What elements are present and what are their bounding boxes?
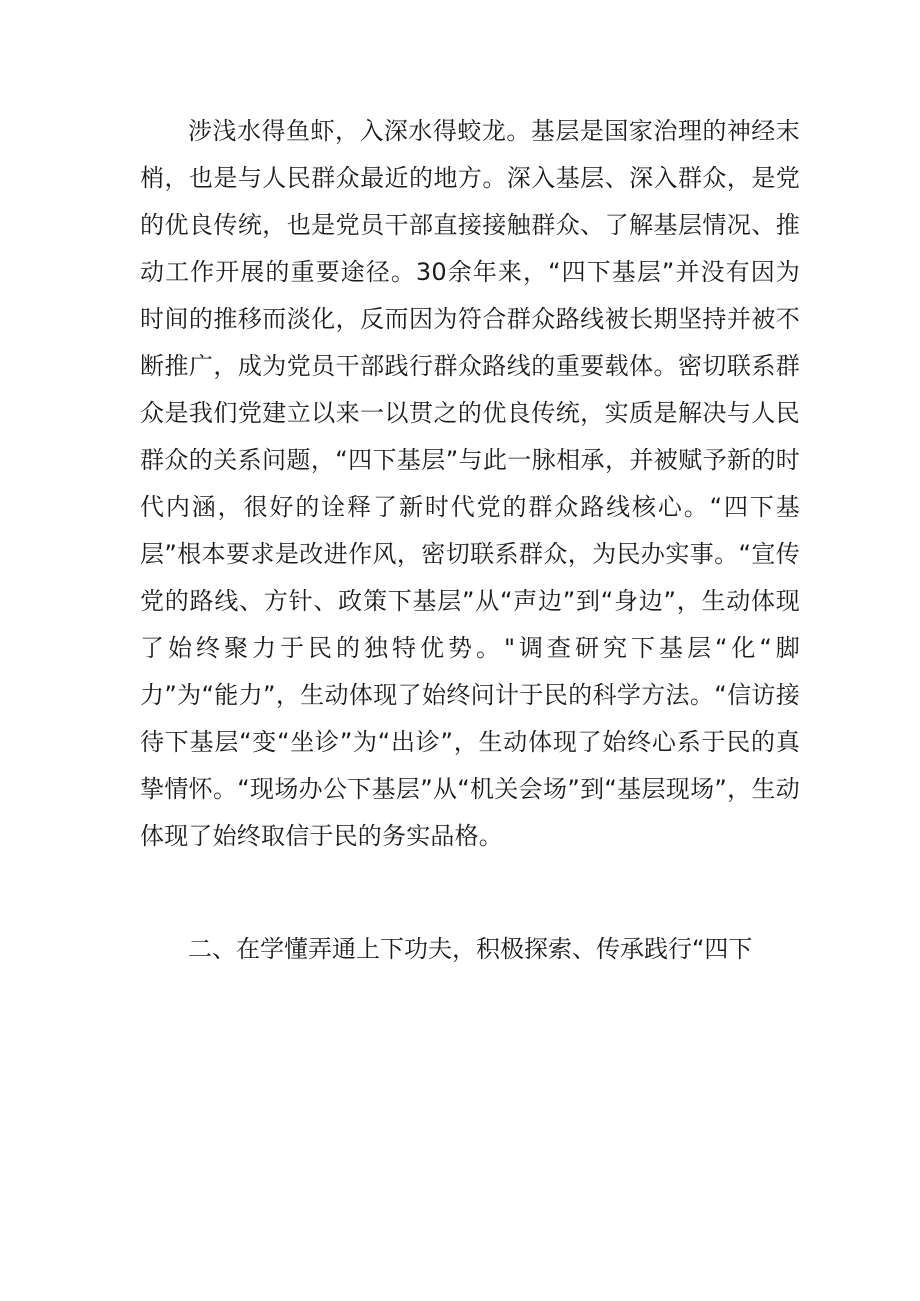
section-heading: 二、在学懂弄通上下功夫，积极探索、传承践行“四下	[188, 935, 753, 963]
body-paragraph: 涉浅水得鱼虾，入深水得蛟龙。基层是国家治理的神经末梢，也是与人民群众最近的地方。深入基层、深入群众，是党的优良传统，也是党员干部直接接触群众、了解基层情况、推动工作开展的重要途径。30余年来，“四下基层”并没有因为时间的推移而淡化，反而因为符合群众路线被长期坚持并被不断推广，成为党员干部践行群众路线的重要载体。密切联系群众是我们党建立以来一以贯之的优良传统，实质是解决与人民群众的关系问题，“四下基层”与此一脉相承，并被赋予新的时代内涵，很好的诠释了新时代党的群众路线核心。“四下基层”根本要求是改进作风，密切联系群众，为民办实事。“宣传党的路线、方针、政策下基层”从“声边”到“身边”，生动体现了始终聚力于民的独特优势。"调查研究下基层“化“脚力”为“能力”，生动体现了始终问计于民的科学方法。“信访接待下基层“变“坐诊”为“出诊”，生动体现了始终心系于民的真挚情怀。“现场办公下基层”从“机关会场”到“基层现场”，生动体现了始终取信于民的务实品格。	[140, 117, 800, 850]
document-body	[140, 108, 800, 860]
